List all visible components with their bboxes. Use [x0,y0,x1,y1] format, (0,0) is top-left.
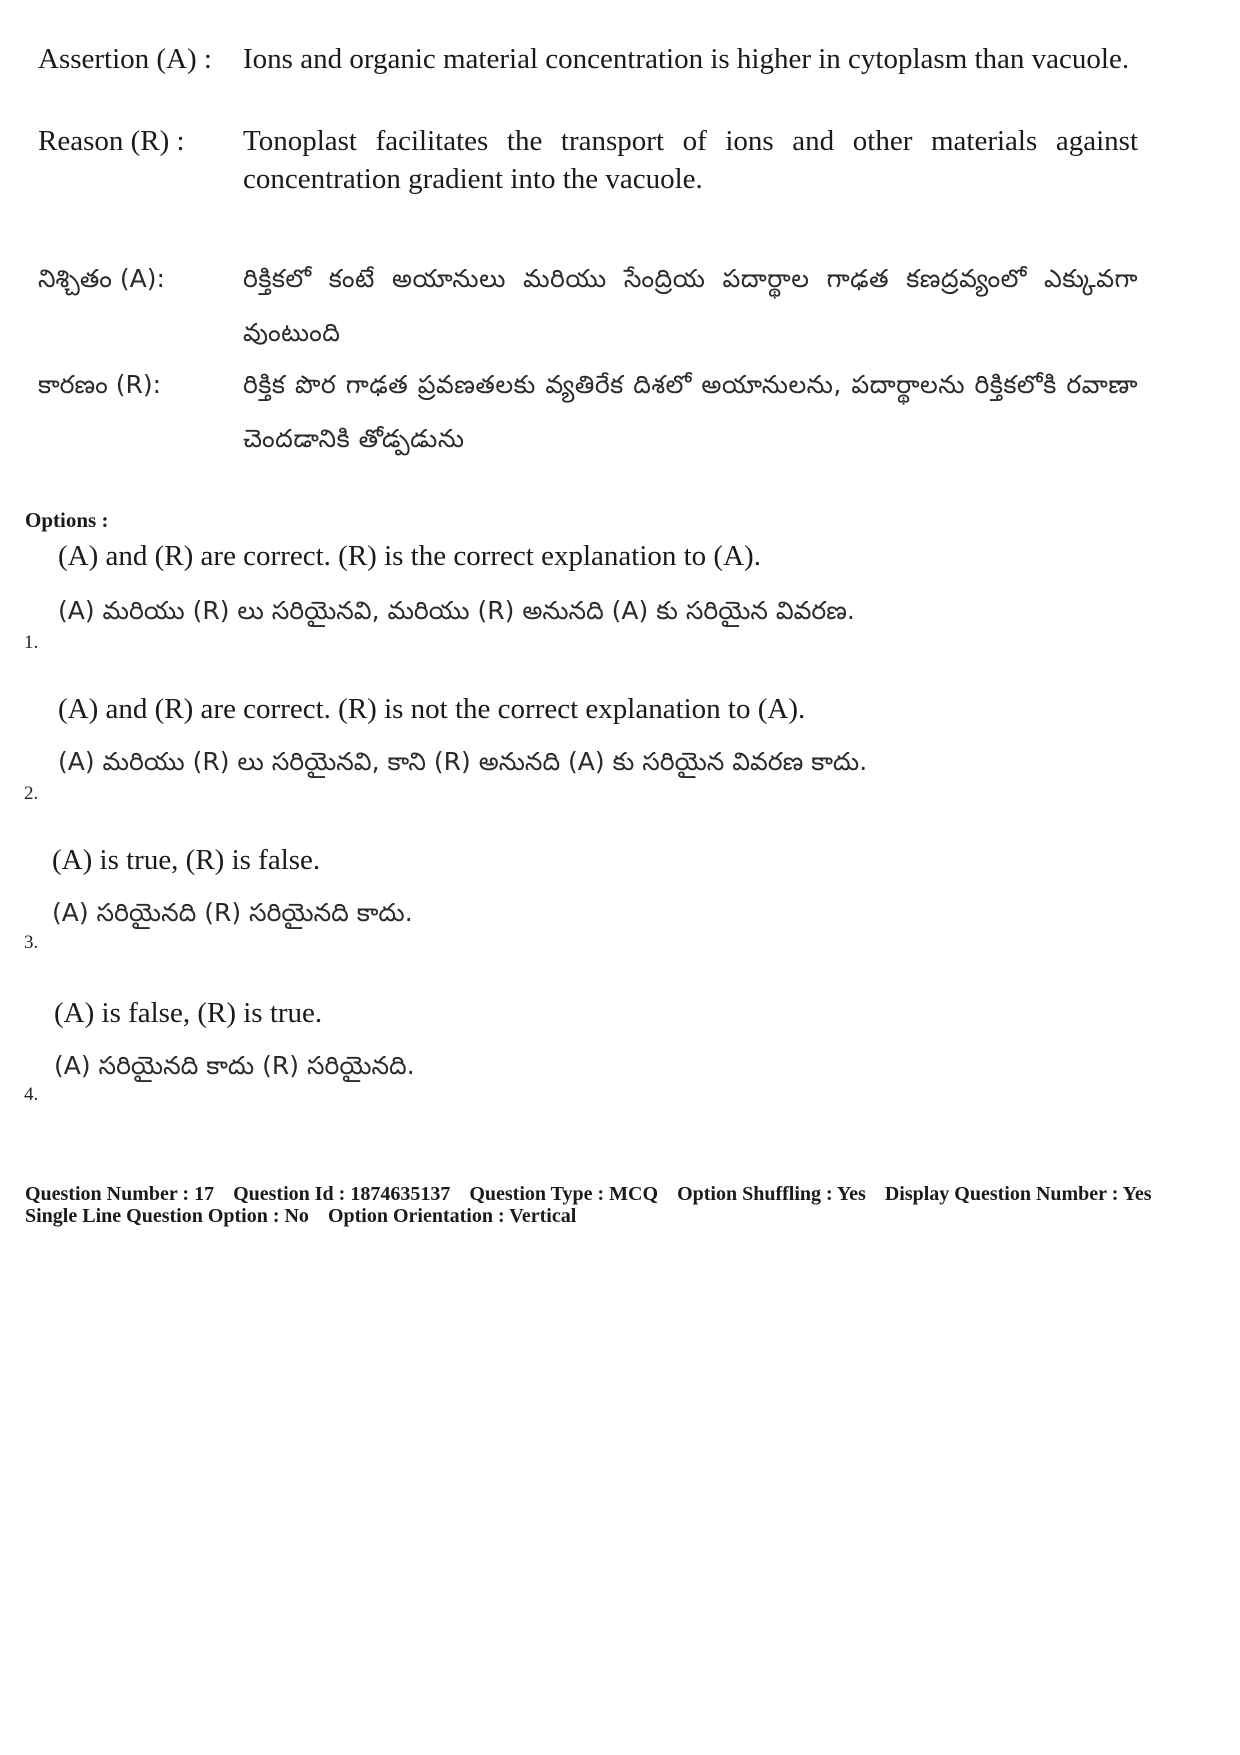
reason-te-row [38,358,1138,466]
assertion-text: Ions and organic material concentration is higher in cytoplasm than vacuole. [243,43,1130,75]
option-text-te: (A) మరియు (R) లు సరియైనవి, మరియు (R) అనునది (A) కు సరియైన వివరణ. [58,596,855,625]
question-metadata [25,1183,1215,1227]
option-text-en: (A) and (R) are correct. (R) is not the correct explanation to (A). [58,693,806,725]
option-text-en: (A) and (R) are correct. (R) is the correct explanation to (A). [58,540,761,572]
display-question-number: Display Question Number : Yes [884,1183,1152,1205]
option-orientation: Option Orientation : Vertical [327,1205,577,1227]
option-number: 3. [24,932,39,953]
option-text-te: (A) మరియు (R) లు సరియైనవి, కాని (R) అనునది (A) కు సరియైన వివరణ కాదు. [58,747,868,776]
assertion-te-label: నిశ్చితం (A): [38,264,165,293]
assertion-row [38,40,1138,78]
question-id: Question Id : 1874635137 [233,1183,451,1205]
assertion-te-text: రిక్తికలో కంటే అయానులు మరియు సేంద్రియ పదార్థాల గాఢత కణద్రవ్యంలో ఎక్కువగా వుంటుంది [243,264,1138,347]
reason-te-text: రిక్తిక పొర గాఢత ప్రవణతలకు వ్యతిరేక దిశలో అయానులను, పదార్థాలను రిక్తికలోకి రవాణా చెందడానికి తోడ్పడును [243,370,1138,453]
assertion-label: Assertion (A) : [38,43,212,75]
option-number: 2. [24,783,39,804]
option-text-te: (A) సరియైనది కాదు (R) సరియైనది. [54,1051,415,1080]
option-shuffling: Option Shuffling : Yes [677,1183,866,1205]
option-text-en: (A) is false, (R) is true. [54,997,323,1029]
reason-row [38,122,1138,198]
assertion-te-row [38,252,1138,360]
reason-label: Reason (R) : [38,125,185,157]
question-type: Question Type : MCQ [469,1183,659,1205]
metadata-line-2 [25,1205,1215,1227]
options-heading: Options : [25,508,109,532]
option-number: 4. [24,1084,39,1105]
question-number: Question Number : 17 [25,1183,215,1205]
option-text-en: (A) is true, (R) is false. [52,844,321,876]
reason-text: Tonoplast facilitates the transport of ions and other materials against concentration gradient into the vacuole. [243,125,1138,195]
option-number: 1. [24,632,39,653]
reason-te-label: కారణం (R): [38,370,162,399]
metadata-line-1 [25,1183,1215,1205]
single-line-option: Single Line Question Option : No [25,1205,309,1227]
option-text-te: (A) సరియైనది (R) సరియైనది కాదు. [52,898,413,927]
